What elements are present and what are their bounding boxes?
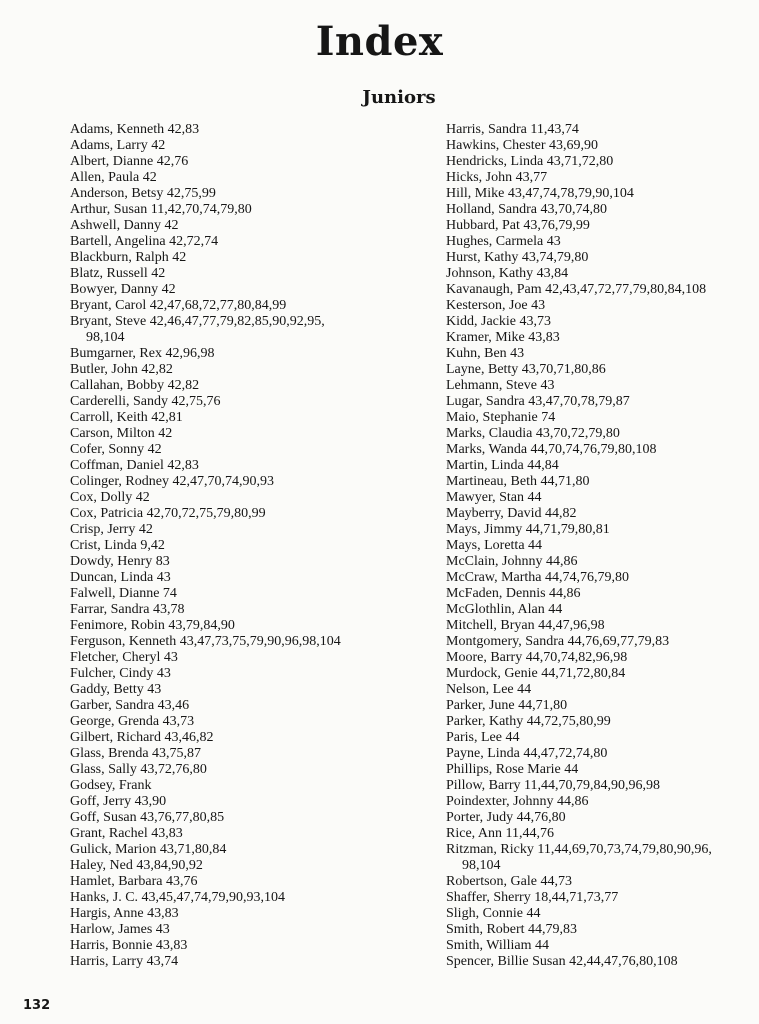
index-entry: Carson, Milton 42 bbox=[70, 426, 173, 441]
index-entry: Blatz, Russell 42 bbox=[70, 266, 166, 281]
index-entry: Cox, Dolly 42 bbox=[70, 490, 150, 505]
index-entry: Ferguson, Kenneth 43,47,73,75,79,90,96,98,104 bbox=[70, 634, 341, 649]
index-entry: Duncan, Linda 43 bbox=[70, 570, 171, 585]
index-entry: Callahan, Bobby 42,82 bbox=[70, 378, 200, 393]
index-entry: Bowyer, Danny 42 bbox=[70, 282, 176, 297]
index-entry: Harlow, James 43 bbox=[70, 922, 170, 937]
index-column-left bbox=[70, 122, 420, 970]
index-entry: Coffman, Daniel 42,83 bbox=[70, 458, 199, 473]
index-column-right bbox=[446, 122, 752, 970]
index-entry: Marks, Wanda 44,70,74,76,79,80,108 bbox=[446, 442, 657, 457]
index-entry: Goff, Susan 43,76,77,80,85 bbox=[70, 810, 225, 825]
index-entry: Carderelli, Sandy 42,75,76 bbox=[70, 394, 221, 409]
index-entry: Martin, Linda 44,84 bbox=[446, 458, 559, 473]
index-entry: Hurst, Kathy 43,74,79,80 bbox=[446, 250, 589, 265]
index-entry: Sligh, Connie 44 bbox=[446, 906, 541, 921]
index-entry: Gulick, Marion 43,71,80,84 bbox=[70, 842, 227, 857]
index-entry: Hughes, Carmela 43 bbox=[446, 234, 561, 249]
index-entry: Murdock, Genie 44,71,72,80,84 bbox=[446, 666, 626, 681]
index-entry: Kidd, Jackie 43,73 bbox=[446, 314, 551, 329]
index-entry: Parker, June 44,71,80 bbox=[446, 698, 568, 713]
index-entry: Maio, Stephanie 74 bbox=[446, 410, 556, 425]
index-entry: Parker, Kathy 44,72,75,80,99 bbox=[446, 714, 611, 729]
index-entry: McCraw, Martha 44,74,76,79,80 bbox=[446, 570, 630, 585]
index-entry: Smith, William 44 bbox=[446, 938, 550, 953]
index-entry: Mays, Jimmy 44,71,79,80,81 bbox=[446, 522, 610, 537]
index-entry: Gaddy, Betty 43 bbox=[70, 682, 162, 697]
index-entry: Mitchell, Bryan 44,47,96,98 bbox=[446, 618, 605, 633]
index-entry: McFaden, Dennis 44,86 bbox=[446, 586, 581, 601]
index-entry: Montgomery, Sandra 44,76,69,77,79,83 bbox=[446, 634, 670, 649]
index-entry: Harris, Sandra 11,43,74 bbox=[446, 122, 579, 137]
index-entry: Fenimore, Robin 43,79,84,90 bbox=[70, 618, 235, 633]
index-entry: Nelson, Lee 44 bbox=[446, 682, 532, 697]
index-entry: Johnson, Kathy 43,84 bbox=[446, 266, 569, 281]
index-entry: McGlothlin, Alan 44 bbox=[446, 602, 563, 617]
index-entry: Smith, Robert 44,79,83 bbox=[446, 922, 578, 937]
index-entry: Phillips, Rose Marie 44 bbox=[446, 762, 579, 777]
index-entry: Arthur, Susan 11,42,70,74,79,80 bbox=[70, 202, 252, 217]
index-entry: Bryant, Steve 42,46,47,77,79,82,85,90,92,95, bbox=[70, 314, 325, 329]
index-entry: Godsey, Frank bbox=[70, 778, 152, 793]
index-entry: Ashwell, Danny 42 bbox=[70, 218, 179, 233]
index-entry: Pillow, Barry 11,44,70,79,84,90,96,98 bbox=[446, 778, 661, 793]
index-entry: Mayberry, David 44,82 bbox=[446, 506, 577, 521]
index-entry: Glass, Sally 43,72,76,80 bbox=[70, 762, 207, 777]
index-entry: Hanks, J. C. 43,45,47,74,79,90,93,104 bbox=[70, 890, 286, 905]
index-entry: Bumgarner, Rex 42,96,98 bbox=[70, 346, 215, 361]
index-entry: Bryant, Carol 42,47,68,72,77,80,84,99 bbox=[70, 298, 287, 313]
index-entry: Hicks, John 43,77 bbox=[446, 170, 548, 185]
index-entry: Spencer, Billie Susan 42,44,47,76,80,108 bbox=[446, 954, 678, 969]
index-entry: Hawkins, Chester 43,69,90 bbox=[446, 138, 599, 153]
index-entry: Marks, Claudia 43,70,72,79,80 bbox=[446, 426, 620, 441]
index-entry: Poindexter, Johnny 44,86 bbox=[446, 794, 589, 809]
index-entry: Kramer, Mike 43,83 bbox=[446, 330, 560, 345]
index-entry: Adams, Larry 42 bbox=[70, 138, 166, 153]
index-entry: Shaffer, Sherry 18,44,71,73,77 bbox=[446, 890, 619, 905]
index-entry: Adams, Kenneth 42,83 bbox=[70, 122, 200, 137]
index-entry: Fulcher, Cindy 43 bbox=[70, 666, 171, 681]
index-entry: Glass, Brenda 43,75,87 bbox=[70, 746, 202, 761]
index-entry: Mays, Loretta 44 bbox=[446, 538, 543, 553]
index-entry: Butler, John 42,82 bbox=[70, 362, 173, 377]
index-entry: George, Grenda 43,73 bbox=[70, 714, 195, 729]
index-entry: Holland, Sandra 43,70,74,80 bbox=[446, 202, 607, 217]
index-entry: Crist, Linda 9,42 bbox=[70, 538, 165, 553]
index-entry: Gilbert, Richard 43,46,82 bbox=[70, 730, 214, 745]
index-entry: Martineau, Beth 44,71,80 bbox=[446, 474, 590, 489]
index-entry: Harris, Larry 43,74 bbox=[70, 954, 179, 969]
index-entry: Hargis, Anne 43,83 bbox=[70, 906, 179, 921]
index-entry: Payne, Linda 44,47,72,74,80 bbox=[446, 746, 608, 761]
index-entry: Allen, Paula 42 bbox=[70, 170, 157, 185]
index-entry: Blackburn, Ralph 42 bbox=[70, 250, 187, 265]
index-entry: Grant, Rachel 43,83 bbox=[70, 826, 183, 841]
index-entry: Rice, Ann 11,44,76 bbox=[446, 826, 554, 841]
index-entry: Hill, Mike 43,47,74,78,79,90,104 bbox=[446, 186, 634, 201]
index-entry: 98,104 bbox=[86, 330, 125, 345]
index-entry: Colinger, Rodney 42,47,70,74,90,93 bbox=[70, 474, 274, 489]
index-entry: Layne, Betty 43,70,71,80,86 bbox=[446, 362, 606, 377]
index-entry: Anderson, Betsy 42,75,99 bbox=[70, 186, 216, 201]
index-entry: Haley, Ned 43,84,90,92 bbox=[70, 858, 203, 873]
index-entry: Mawyer, Stan 44 bbox=[446, 490, 542, 505]
index-entry: Ritzman, Ricky 11,44,69,70,73,74,79,80,90,96, bbox=[446, 842, 712, 857]
index-entry: Hubbard, Pat 43,76,79,99 bbox=[446, 218, 590, 233]
index-entry: Moore, Barry 44,70,74,82,96,98 bbox=[446, 650, 628, 665]
index-entry: Bartell, Angelina 42,72,74 bbox=[70, 234, 219, 249]
index-entry: Garber, Sandra 43,46 bbox=[70, 698, 190, 713]
index-entry: Carroll, Keith 42,81 bbox=[70, 410, 183, 425]
index-entry: Cox, Patricia 42,70,72,75,79,80,99 bbox=[70, 506, 266, 521]
index-entry: Kesterson, Joe 43 bbox=[446, 298, 546, 313]
index-entry: Albert, Dianne 42,76 bbox=[70, 154, 189, 169]
index-entry: Porter, Judy 44,76,80 bbox=[446, 810, 566, 825]
index-entry: Hamlet, Barbara 43,76 bbox=[70, 874, 198, 889]
index-entry: Lugar, Sandra 43,47,70,78,79,87 bbox=[446, 394, 630, 409]
index-entry: Paris, Lee 44 bbox=[446, 730, 520, 745]
index-entry: 98,104 bbox=[462, 858, 501, 873]
index-entry: Fletcher, Cheryl 43 bbox=[70, 650, 178, 665]
index-entry: Cofer, Sonny 42 bbox=[70, 442, 162, 457]
index-entry: Hendricks, Linda 43,71,72,80 bbox=[446, 154, 614, 169]
index-entry: Robertson, Gale 44,73 bbox=[446, 874, 572, 889]
index-entry: Dowdy, Henry 83 bbox=[70, 554, 170, 569]
index-entry: McClain, Johnny 44,86 bbox=[446, 554, 578, 569]
page-title: Index bbox=[315, 18, 444, 65]
index-entry: Kavanaugh, Pam 42,43,47,72,77,79,80,84,108 bbox=[446, 282, 707, 297]
index-entry: Harris, Bonnie 43,83 bbox=[70, 938, 188, 953]
index-entry: Crisp, Jerry 42 bbox=[70, 522, 153, 537]
index-entry: Falwell, Dianne 74 bbox=[70, 586, 177, 601]
index-entry: Lehmann, Steve 43 bbox=[446, 378, 555, 393]
page-number: 132 bbox=[23, 998, 51, 1013]
index-entry: Farrar, Sandra 43,78 bbox=[70, 602, 185, 617]
section-heading: Juniors bbox=[362, 87, 436, 108]
index-entry: Goff, Jerry 43,90 bbox=[70, 794, 167, 809]
index-entry: Kuhn, Ben 43 bbox=[446, 346, 525, 361]
